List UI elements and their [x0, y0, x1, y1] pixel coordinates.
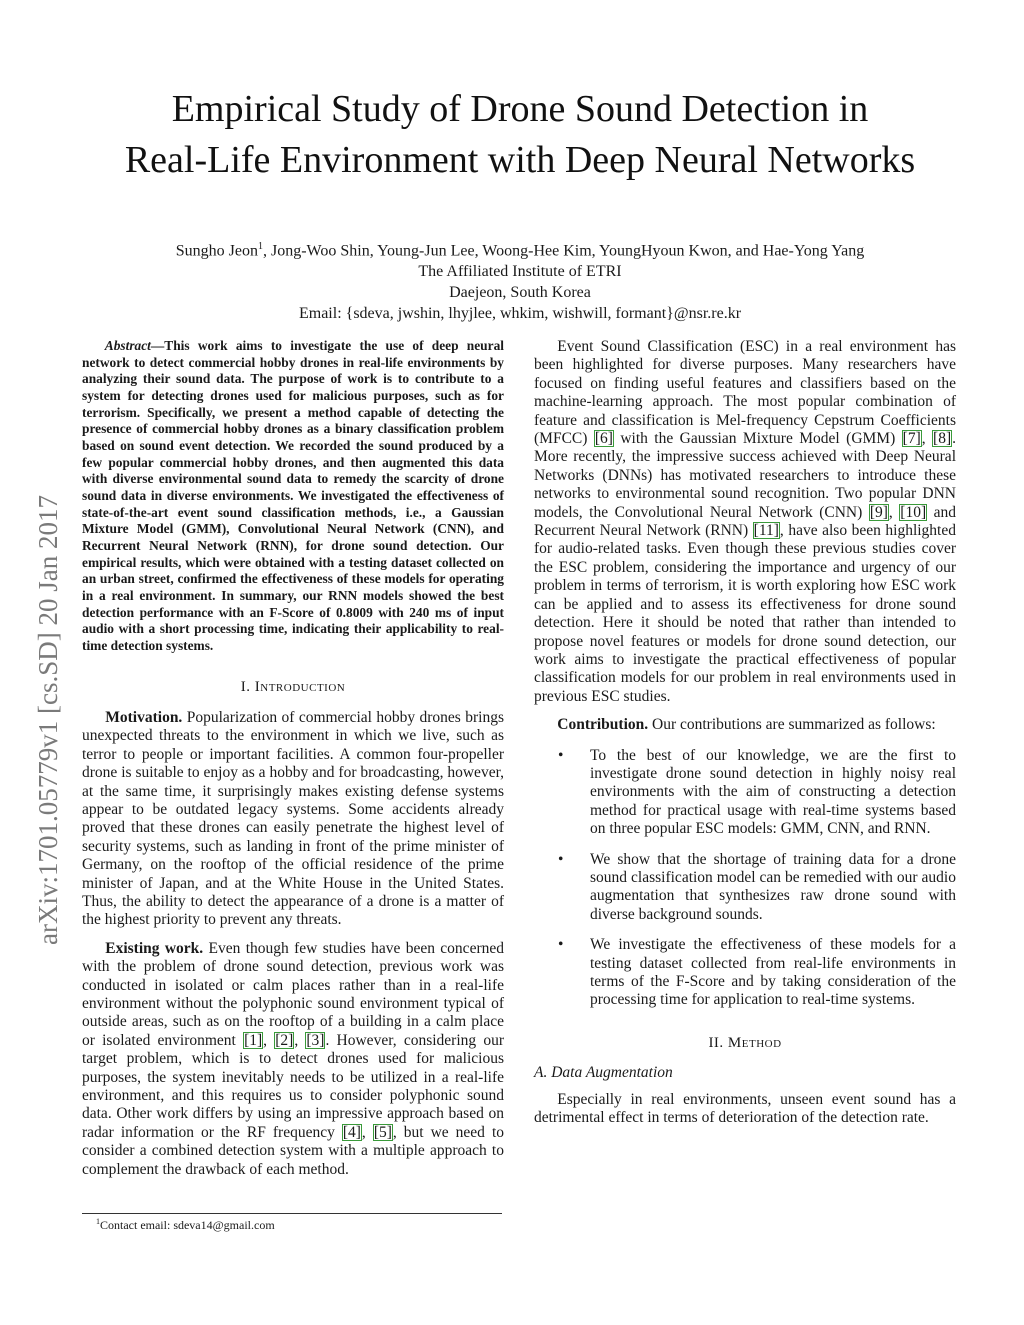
esc-paragraph [534, 338, 956, 706]
arxiv-identifier: arXiv:1701.05779v1 [cs.SD] 20 Jan 2017 [33, 495, 63, 945]
paper-title [60, 84, 980, 186]
right-column [534, 338, 956, 1137]
contribution-item-text: We investigate the effectiveness of these models for a testing dataset collected from real-life environments in terms of the F-Score and by taking consideration of the processing time for application to real-time systems. [590, 936, 956, 1009]
motivation-text: Popularization of commercial hobby drones brings unexpected threats to the environment in which we live, such as terror to people or important facilities. A common four-propeller drone is suitable to enjoy as a hobby and for broadcasting, however, at the same time, it surprisingly makes existing defense systems appear to be outdated legacy systems. Some accidents already proved that these drones can easily penetrate the highest level of security systems, such as landing in front of the prime minister of Germany, on the rooftop of the official residence of the prime minister of Japan, and at the White House in the United States. Thus, the ability to detect the appearance of a drone is a matter of the highest priority to prevent any threats. [82, 708, 504, 929]
section-heading-method: II. Method [708, 1034, 782, 1051]
citation-link[interactable]: [9] [869, 503, 888, 521]
abstract-text: This work aims to investigate the use of deep neural network to detect commercial hobby drones in real-life environments by analyzing their sound data. The purpose of work is to contribute to a system for detecting drones used for malicious purposes, such as for terrorism. Specifically, we present a method capable of detecting the presence of commercial hobby drones as a binary classification problem based on sound event detection. We recorded the sound produced by a few popular commercial hobby drones, and then augmented this data with diverse environmental sound data to remedy the scarcity of drone sound data in diverse environments. We investigated the effectiveness of state-of-the-art event sound classification methods, i.e., a Gaussian Mixture Model (GMM), Convolutional Neural Network (CNN), and Recurrent Neural Network (RNN), for drone sound detection. Our empirical results, which were obtained with a testing dataset collected on an urban street, confirmed the effectiveness of these models for operating in a real environment. In summary, our RNN models showed the best detection performance with an F-Score of 0.8009 with 240 ms of input audio with a short processing time, indicating their applicability to real-time detection systems. [82, 338, 504, 653]
existing-work-text-1: Even though few studies have been concerned with the problem of drone sound detection, previous work was conducted in isolated or calm places rather than in a real-life environment without the polyphonic sound environment typical of outside areas, such as on the rooftop of a building in a calm place or isolated environment [82, 939, 504, 1049]
footnote-text: Contact email: sdeva14@gmail.com [100, 1218, 275, 1232]
citation-link[interactable]: [1] [244, 1031, 263, 1049]
author-list [80, 236, 960, 261]
abstract-dash: — [150, 338, 165, 353]
first-author: Sungho Jeon [175, 242, 258, 260]
abstract-label: Abstract [104, 338, 151, 353]
author-footnote-mark: 1 [257, 241, 263, 252]
citation-link[interactable]: [7] [902, 430, 921, 448]
location: Daejeon, South Korea [449, 284, 591, 302]
left-column [82, 338, 504, 1189]
citation-separator: , [263, 1031, 275, 1049]
other-authors: , Jong-Woo Shin, Young-Jun Lee, Woong-Hee Kim, YoungHyoun Kwon, and Hae-Yong Yang [262, 242, 865, 260]
section-heading-introduction: I. Introduction [240, 679, 346, 696]
contribution-text: Our contributions are summarized as follows: [648, 716, 936, 734]
bullet-icon: • [558, 746, 564, 764]
motivation-paragraph [82, 709, 504, 930]
contribution-label: Contribution. [557, 716, 649, 734]
esc-text-1: Event Sound Classification (ESC) in a real environment has been highlighted for diverse purposes. Many researchers have focused on finding useful features and classifiers based on the machine-learning approach. The most popular combination of feature and classification is Mel-frequency Cepstrum Coefficients (MFCC) [534, 338, 956, 448]
contribution-paragraph [534, 716, 956, 734]
citation-separator: , [294, 1031, 306, 1049]
title-line-1: Empirical Study of Drone Sound Detection in [171, 88, 869, 130]
existing-work-text-2: . However, considering our target problem, which is to detect drones used for malicious purposes, the system inevitably needs to be utilized in a real-life environment, and this requires us to consider polyphonic sound data. Other work differs by using an impressive approach based on radar information or the RF frequency [82, 1031, 504, 1141]
footnote-mark: 1 [96, 1217, 100, 1226]
citation-link[interactable]: [2] [275, 1031, 294, 1049]
contribution-item-text: To the best of our knowledge, we are the first to investigate drone sound detection in highly noisy real environments with the aim of constructing a detection method for practical usage with real-time systems based on three popular ESC models: GMM, CNN, and RNN. [590, 746, 956, 838]
citation-separator: , [888, 503, 900, 521]
existing-work-label: Existing work. [105, 939, 204, 957]
bullet-icon: • [558, 850, 564, 868]
footnote [96, 1215, 275, 1232]
subsection-heading-data-augmentation: A. Data Augmentation [534, 1064, 673, 1082]
esc-text-3: . More recently, the impressive success achieved with Deep Neural Networks (DNNs) has motivated researchers to introduce these networks to environmental sound recognition. Two popular DNN models, the Convolutional Neural Network (CNN) [534, 430, 956, 521]
author-block [80, 236, 960, 324]
existing-work-paragraph [82, 940, 504, 1179]
citation-link[interactable]: [5] [373, 1123, 392, 1141]
citation-link[interactable]: [10] [900, 503, 927, 521]
citation-link[interactable]: [11] [753, 522, 779, 540]
email-line: Email: {sdeva, jwshin, lhyjlee, whkim, wishwill, formant}@nsr.re.kr [298, 305, 742, 323]
bullet-icon: • [558, 936, 564, 954]
affiliation: The Affiliated Institute of ETRI [418, 263, 622, 281]
abstract [82, 338, 504, 654]
contribution-item-text: We show that the shortage of training data for a drone sound classification model can be remedied with our audio augmentation that synthesizes raw drone sound with diverse background sounds. [590, 850, 956, 923]
citation-link[interactable]: [8] [933, 430, 952, 448]
title-line-2: Real-Life Environment with Deep Neural Networks [124, 139, 916, 181]
citation-separator: , [361, 1123, 373, 1141]
existing-work-text-3: , but we need to consider a combined detection system with a multiple approach to complement the drawback of each method. [82, 1123, 505, 1178]
data-augmentation-paragraph: Especially in real environments, unseen event sound has a detrimental effect in terms of deterioration of the detection rate. [534, 1090, 956, 1127]
list-item [534, 936, 956, 1010]
esc-text-5: , have also been highlighted for audio-related tasks. Even though these previous studies cover the ESC problem, considering the importance and urgency of our problem in terms of terrorism, it is worth exploring how ESC work can be applied and to assess its effectiveness for drone sound detection. Here it should be noted that rather than intended to propose novel features or models for drone sound detection, our work aims to investigate the practical effectiveness of popular classification models for our problem in real environments used in previous ESC studies. [534, 522, 956, 705]
list-item [534, 851, 956, 925]
contribution-list [534, 747, 956, 1010]
citation-link[interactable]: [4] [342, 1123, 361, 1141]
citation-link[interactable]: [6] [594, 430, 613, 448]
list-item [534, 747, 956, 839]
esc-text-2: with the Gaussian Mixture Model (GMM) [613, 430, 902, 448]
motivation-label: Motivation. [105, 708, 183, 726]
citation-separator: , [921, 430, 933, 448]
citation-link[interactable]: [3] [306, 1031, 325, 1049]
footnote-divider [82, 1213, 502, 1214]
esc-text-4: and Recurrent Neural Network (RNN) [534, 503, 957, 540]
